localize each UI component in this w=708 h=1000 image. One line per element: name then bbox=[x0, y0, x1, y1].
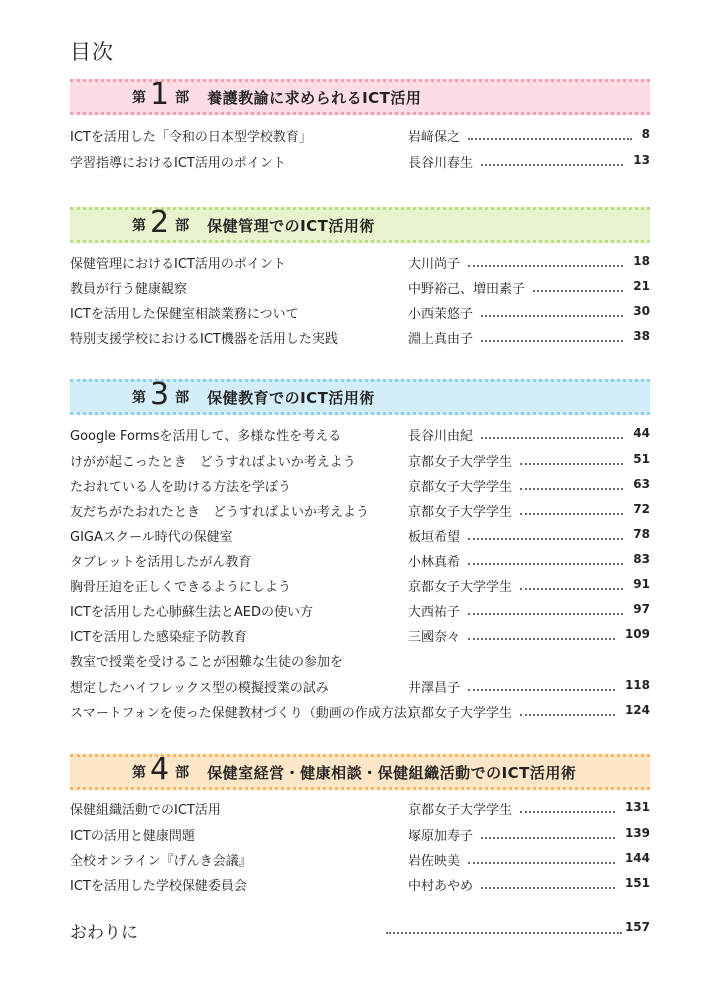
entry-title: ICTを活用した学校保健委員会 bbox=[70, 879, 247, 894]
part-title: 養護教諭に求められるICT活用 bbox=[207, 88, 422, 107]
part-2-header bbox=[70, 207, 650, 243]
toc-entry[interactable] bbox=[70, 626, 650, 650]
dot-leader bbox=[481, 837, 615, 839]
toc-entry[interactable] bbox=[70, 551, 650, 575]
entry-title: 教員が行う健康観察 bbox=[70, 282, 188, 297]
part-suffix: 部 bbox=[175, 390, 190, 406]
entry-author: 淵上真由子 bbox=[408, 332, 474, 347]
entry-author: 京都女子大学学生 bbox=[408, 706, 513, 721]
part-number: 4 bbox=[150, 752, 170, 787]
toc-entry[interactable] bbox=[70, 651, 650, 675]
part-1-header bbox=[70, 79, 650, 115]
dot-leader bbox=[520, 513, 623, 515]
toc-entry[interactable] bbox=[70, 126, 650, 150]
page-title: 目次 bbox=[70, 40, 114, 64]
dot-leader bbox=[520, 588, 623, 590]
toc-entry[interactable] bbox=[70, 799, 650, 823]
dot-leader bbox=[520, 811, 615, 813]
entry-title: 保健組織活動でのICT活用 bbox=[70, 803, 221, 818]
entry-page: 18 bbox=[633, 254, 650, 268]
entry-page: 144 bbox=[624, 851, 650, 865]
entry-author: 京都女子大学学生 bbox=[408, 580, 513, 595]
entry-author: 塚原加寿子 bbox=[408, 829, 474, 844]
part-number: 2 bbox=[150, 205, 170, 240]
toc-entry[interactable] bbox=[70, 303, 650, 327]
entry-title: 友だちがたおれたとき どうすればよいか考えよう bbox=[70, 505, 370, 520]
part-number: 3 bbox=[150, 377, 170, 412]
entry-page: 38 bbox=[633, 329, 650, 343]
entry-author: 京都女子大学学生 bbox=[408, 803, 513, 818]
toc-entry[interactable] bbox=[70, 425, 650, 449]
dot-leader bbox=[533, 290, 623, 292]
toc-entry[interactable] bbox=[70, 825, 650, 849]
entry-title: 全校オンライン『げんき会議』 bbox=[70, 854, 252, 869]
part-4-header bbox=[70, 754, 650, 790]
entry-author: 岩佐映美 bbox=[408, 854, 461, 869]
part-title: 保健室経営・健康相談・保健組織活動でのICT活用術 bbox=[207, 763, 577, 782]
entry-page: 8 bbox=[641, 127, 650, 141]
part-prefix: 第 bbox=[132, 218, 146, 234]
closing-title: おわりに bbox=[70, 923, 138, 943]
entry-title: ICTを活用した心肺蘇生法とAEDの使い方 bbox=[70, 605, 313, 620]
dot-leader bbox=[468, 538, 623, 540]
entry-page: 44 bbox=[633, 426, 650, 440]
entry-author: 三國奈々 bbox=[408, 630, 461, 645]
toc-entry[interactable] bbox=[70, 601, 650, 625]
dot-leader bbox=[481, 887, 615, 889]
toc-entry[interactable] bbox=[70, 576, 650, 600]
dot-leader bbox=[520, 488, 623, 490]
part-number: 1 bbox=[150, 77, 170, 112]
dot-leader bbox=[468, 638, 615, 640]
entry-author: 大川尚子 bbox=[408, 257, 461, 272]
dot-leader bbox=[481, 315, 623, 317]
entry-author: 京都女子大学学生 bbox=[408, 455, 513, 470]
entry-page: 97 bbox=[633, 602, 650, 616]
part-prefix: 第 bbox=[132, 390, 146, 406]
entry-title: 胸骨圧迫を正しくできるようにしよう bbox=[70, 580, 292, 595]
entry-title: ICTを活用した保健室相談業務について bbox=[70, 307, 299, 322]
entry-page: 78 bbox=[633, 527, 650, 541]
toc-entry[interactable] bbox=[70, 451, 650, 475]
entry-title: タブレットを活用したがん教育 bbox=[70, 555, 252, 570]
toc-entry[interactable] bbox=[70, 501, 650, 525]
entry-page: 91 bbox=[633, 577, 650, 591]
dot-leader bbox=[520, 714, 615, 716]
dot-leader bbox=[481, 340, 623, 342]
entry-title: 教室で授業を受けることが困難な生徒の参加を bbox=[70, 655, 344, 670]
closing-page: 157 bbox=[624, 920, 650, 934]
toc-entry[interactable] bbox=[70, 526, 650, 550]
entry-page: 13 bbox=[633, 153, 650, 167]
dot-leader bbox=[481, 437, 623, 439]
entry-title: Google Formsを活用して、多様な性を考える bbox=[70, 429, 342, 444]
entry-title: GIGAスクール時代の保健室 bbox=[70, 530, 233, 545]
entry-title: 特別支援学校におけるICT機器を活用した実践 bbox=[70, 332, 338, 347]
part-suffix: 部 bbox=[175, 765, 190, 781]
entry-page: 72 bbox=[633, 502, 650, 516]
part-prefix: 第 bbox=[132, 765, 146, 781]
entry-author: 小西茉悠子 bbox=[408, 307, 474, 322]
part-title: 保健教育でのICT活用術 bbox=[207, 388, 375, 407]
entry-author: 岩﨑保之 bbox=[408, 130, 461, 145]
entry-page: 83 bbox=[633, 552, 650, 566]
entry-author: 京都女子大学学生 bbox=[408, 480, 513, 495]
entry-author: 京都女子大学学生 bbox=[408, 505, 513, 520]
toc-entry[interactable] bbox=[70, 875, 650, 899]
part-suffix: 部 bbox=[175, 218, 190, 234]
entry-page: 63 bbox=[633, 477, 650, 491]
entry-page: 151 bbox=[624, 876, 650, 890]
part-suffix: 部 bbox=[175, 90, 190, 106]
dot-leader bbox=[468, 563, 623, 565]
toc-entry[interactable] bbox=[70, 677, 650, 701]
entry-author: 板垣希望 bbox=[408, 530, 461, 545]
toc-entry[interactable] bbox=[70, 278, 650, 302]
entry-title: けがが起こったとき どうすればよいか考えよう bbox=[70, 455, 356, 470]
dot-leader bbox=[481, 164, 623, 166]
part-prefix: 第 bbox=[132, 90, 146, 106]
dot-leader bbox=[520, 463, 623, 465]
dot-leader bbox=[468, 689, 615, 691]
dot-leader bbox=[468, 138, 632, 140]
entry-author: 長谷川由紀 bbox=[408, 429, 474, 444]
part-3-header bbox=[70, 379, 650, 415]
entry-title: 想定したハイフレックス型の模擬授業の試み bbox=[70, 681, 329, 696]
toc-entry[interactable] bbox=[70, 702, 650, 726]
entry-author: 小林真希 bbox=[408, 555, 461, 570]
entry-title: スマートフォンを使った保健教材づくり（動画の作成方法） bbox=[70, 706, 420, 721]
entry-title: ICTを活用した感染症予防教育 bbox=[70, 630, 247, 645]
entry-page: 118 bbox=[624, 678, 650, 692]
entry-page: 109 bbox=[624, 627, 650, 641]
toc-entry[interactable] bbox=[70, 253, 650, 277]
entry-page: 30 bbox=[633, 304, 650, 318]
entry-page: 124 bbox=[624, 703, 650, 717]
entry-author: 大西祐子 bbox=[408, 605, 461, 620]
dot-leader bbox=[468, 613, 623, 615]
dot-leader bbox=[386, 932, 622, 934]
entry-page: 21 bbox=[633, 279, 650, 293]
closing-entry[interactable] bbox=[70, 918, 650, 948]
entry-author: 長谷川春生 bbox=[408, 156, 474, 171]
entry-title: 保健管理におけるICT活用のポイント bbox=[70, 257, 286, 272]
toc-entry[interactable] bbox=[70, 850, 650, 874]
entry-title: たおれている人を助ける方法を学ぼう bbox=[70, 480, 292, 495]
dot-leader bbox=[468, 265, 623, 267]
entry-title: ICTを活用した「令和の日本型学校教育」 bbox=[70, 130, 312, 145]
toc-entry[interactable] bbox=[70, 328, 650, 352]
entry-title: ICTの活用と健康問題 bbox=[70, 829, 195, 844]
entry-page: 51 bbox=[633, 452, 650, 466]
entry-author: 中村あやめ bbox=[408, 879, 474, 894]
dot-leader bbox=[468, 862, 615, 864]
entry-title: 学習指導におけるICT活用のポイント bbox=[70, 156, 286, 171]
part-title: 保健管理でのICT活用術 bbox=[207, 216, 375, 235]
entry-page: 131 bbox=[624, 800, 650, 814]
toc-entry[interactable] bbox=[70, 152, 650, 176]
entry-page: 139 bbox=[624, 826, 650, 840]
entry-author: 中野裕己、増田素子 bbox=[408, 282, 526, 297]
toc-entry[interactable] bbox=[70, 476, 650, 500]
entry-author: 井澤昌子 bbox=[408, 681, 461, 696]
